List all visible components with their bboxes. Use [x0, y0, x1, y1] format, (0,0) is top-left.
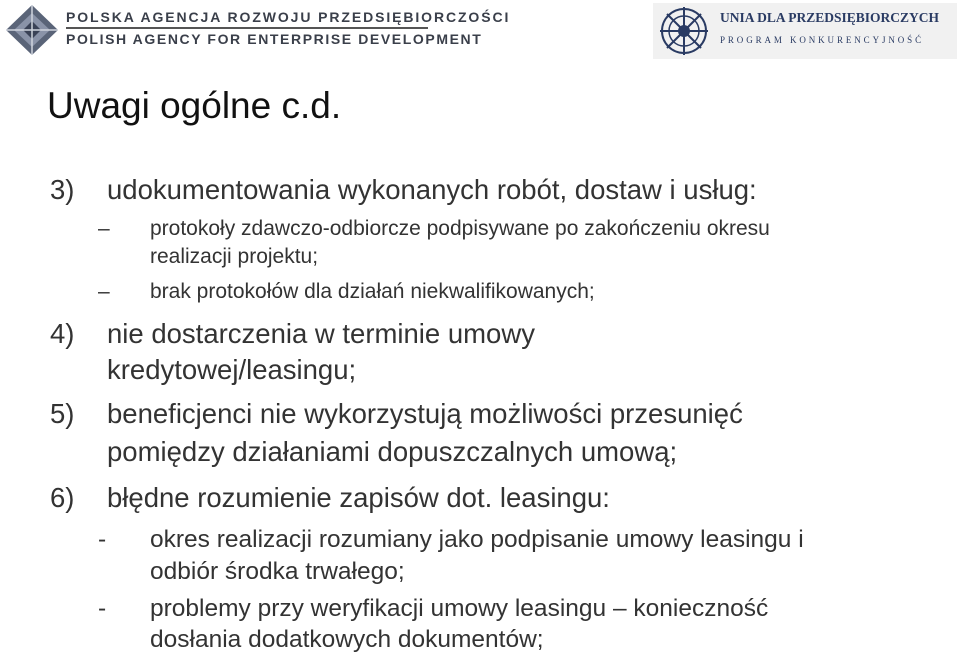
item-number: 4) [50, 318, 75, 349]
hyphen-marker: - [98, 526, 107, 553]
item-text: kredytowej/leasingu; [107, 354, 357, 385]
slide-header [0, 0, 960, 62]
item-text: błędne rozumienie zapisów dot. leasingu: [107, 482, 610, 513]
program-emblem-icon [658, 5, 710, 57]
item-number: 5) [50, 398, 75, 429]
sub-item-text: odbiór środka trwałego; [150, 558, 405, 585]
slide-title: Uwagi ogólne c.d. [47, 85, 342, 126]
item-number: 3) [50, 174, 75, 205]
dash-marker: – [98, 217, 110, 240]
sub-item-text: problemy przy weryfikacji umowy leasingu – konieczność [150, 595, 769, 622]
agency-name-pl: POLSKA AGENCJA ROZWOJU PRZEDSIĘBIORCZOŚCI [66, 9, 511, 25]
sub-item-text: protokoły zdawczo-odbiorcze podpisywane po zakończeniu okresu [150, 217, 770, 240]
agency-name-en: POLISH AGENCY FOR ENTERPRISE DEVELOPMENT [66, 31, 483, 47]
sub-item-text: dosłania dodatkowych dokumentów; [150, 626, 544, 653]
eu-program-title: UNIA DLA PRZEDSIĘBIORCZYCH [720, 10, 940, 25]
parp-logo-icon [4, 3, 60, 57]
dash-marker: – [98, 280, 110, 303]
item-text: pomiędzy działaniami dopuszczalnych umową; [107, 436, 678, 467]
agency-divider [66, 27, 428, 29]
sub-item-text: brak protokołów dla działań niekwalifikowanych; [150, 280, 595, 303]
item-text: udokumentowania wykonanych robót, dostaw i usług: [107, 174, 757, 205]
sub-item-text: realizacji projektu; [150, 245, 319, 268]
hyphen-marker: - [98, 595, 107, 622]
item-text: nie dostarczenia w terminie umowy [107, 318, 535, 349]
item-text: beneficjenci nie wykorzystują możliwości przesunięć [107, 398, 743, 429]
eu-program-subtitle: PROGRAM KONKURENCYJNOŚĆ [720, 35, 924, 45]
item-number: 6) [50, 482, 75, 513]
sub-item-text: okres realizacji rozumiany jako podpisanie umowy leasingu i [150, 526, 804, 553]
